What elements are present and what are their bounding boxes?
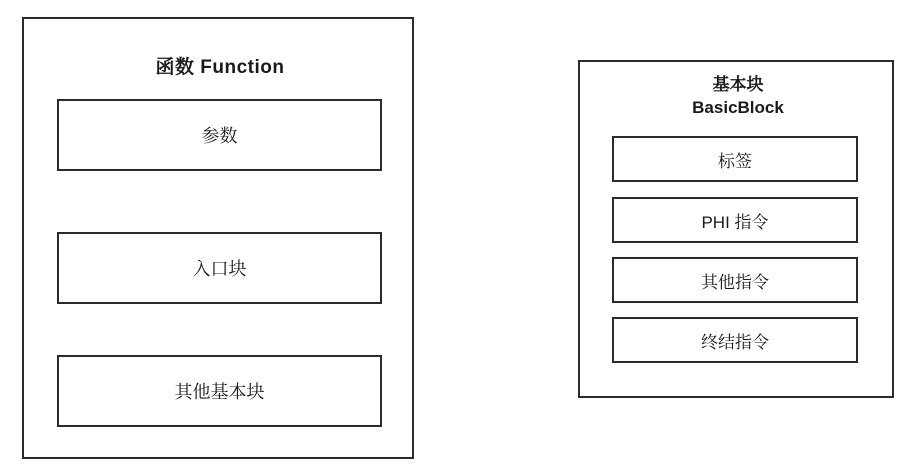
basic-block-title-line2: BasicBlock: [692, 98, 784, 117]
function-item-entry-block: [57, 232, 382, 304]
basic-block-item-label: [612, 136, 858, 182]
function-item-label: 参数: [201, 126, 238, 146]
function-item-label: 入口块: [192, 259, 247, 279]
function-item-parameters: [57, 99, 382, 171]
function-block: [22, 17, 414, 459]
basic-block-title: [580, 73, 896, 119]
basic-block-container: [578, 60, 894, 398]
function-block-title: 函数 Function: [155, 57, 285, 78]
basic-block-title-line1: 基本块: [712, 75, 764, 94]
basic-block-item-text: 终结指令: [701, 332, 769, 352]
function-item-other-basic-blocks: [57, 355, 382, 427]
basic-block-item-text: PHI 指令: [701, 212, 769, 232]
basic-block-item-phi-instruction: [612, 197, 858, 243]
basic-block-item-terminator-instruction: [612, 317, 858, 363]
basic-block-item-text: 标签: [718, 151, 752, 171]
basic-block-item-other-instructions: [612, 257, 858, 303]
basic-block-item-text: 其他指令: [701, 272, 769, 292]
function-item-label: 其他基本块: [174, 382, 265, 402]
